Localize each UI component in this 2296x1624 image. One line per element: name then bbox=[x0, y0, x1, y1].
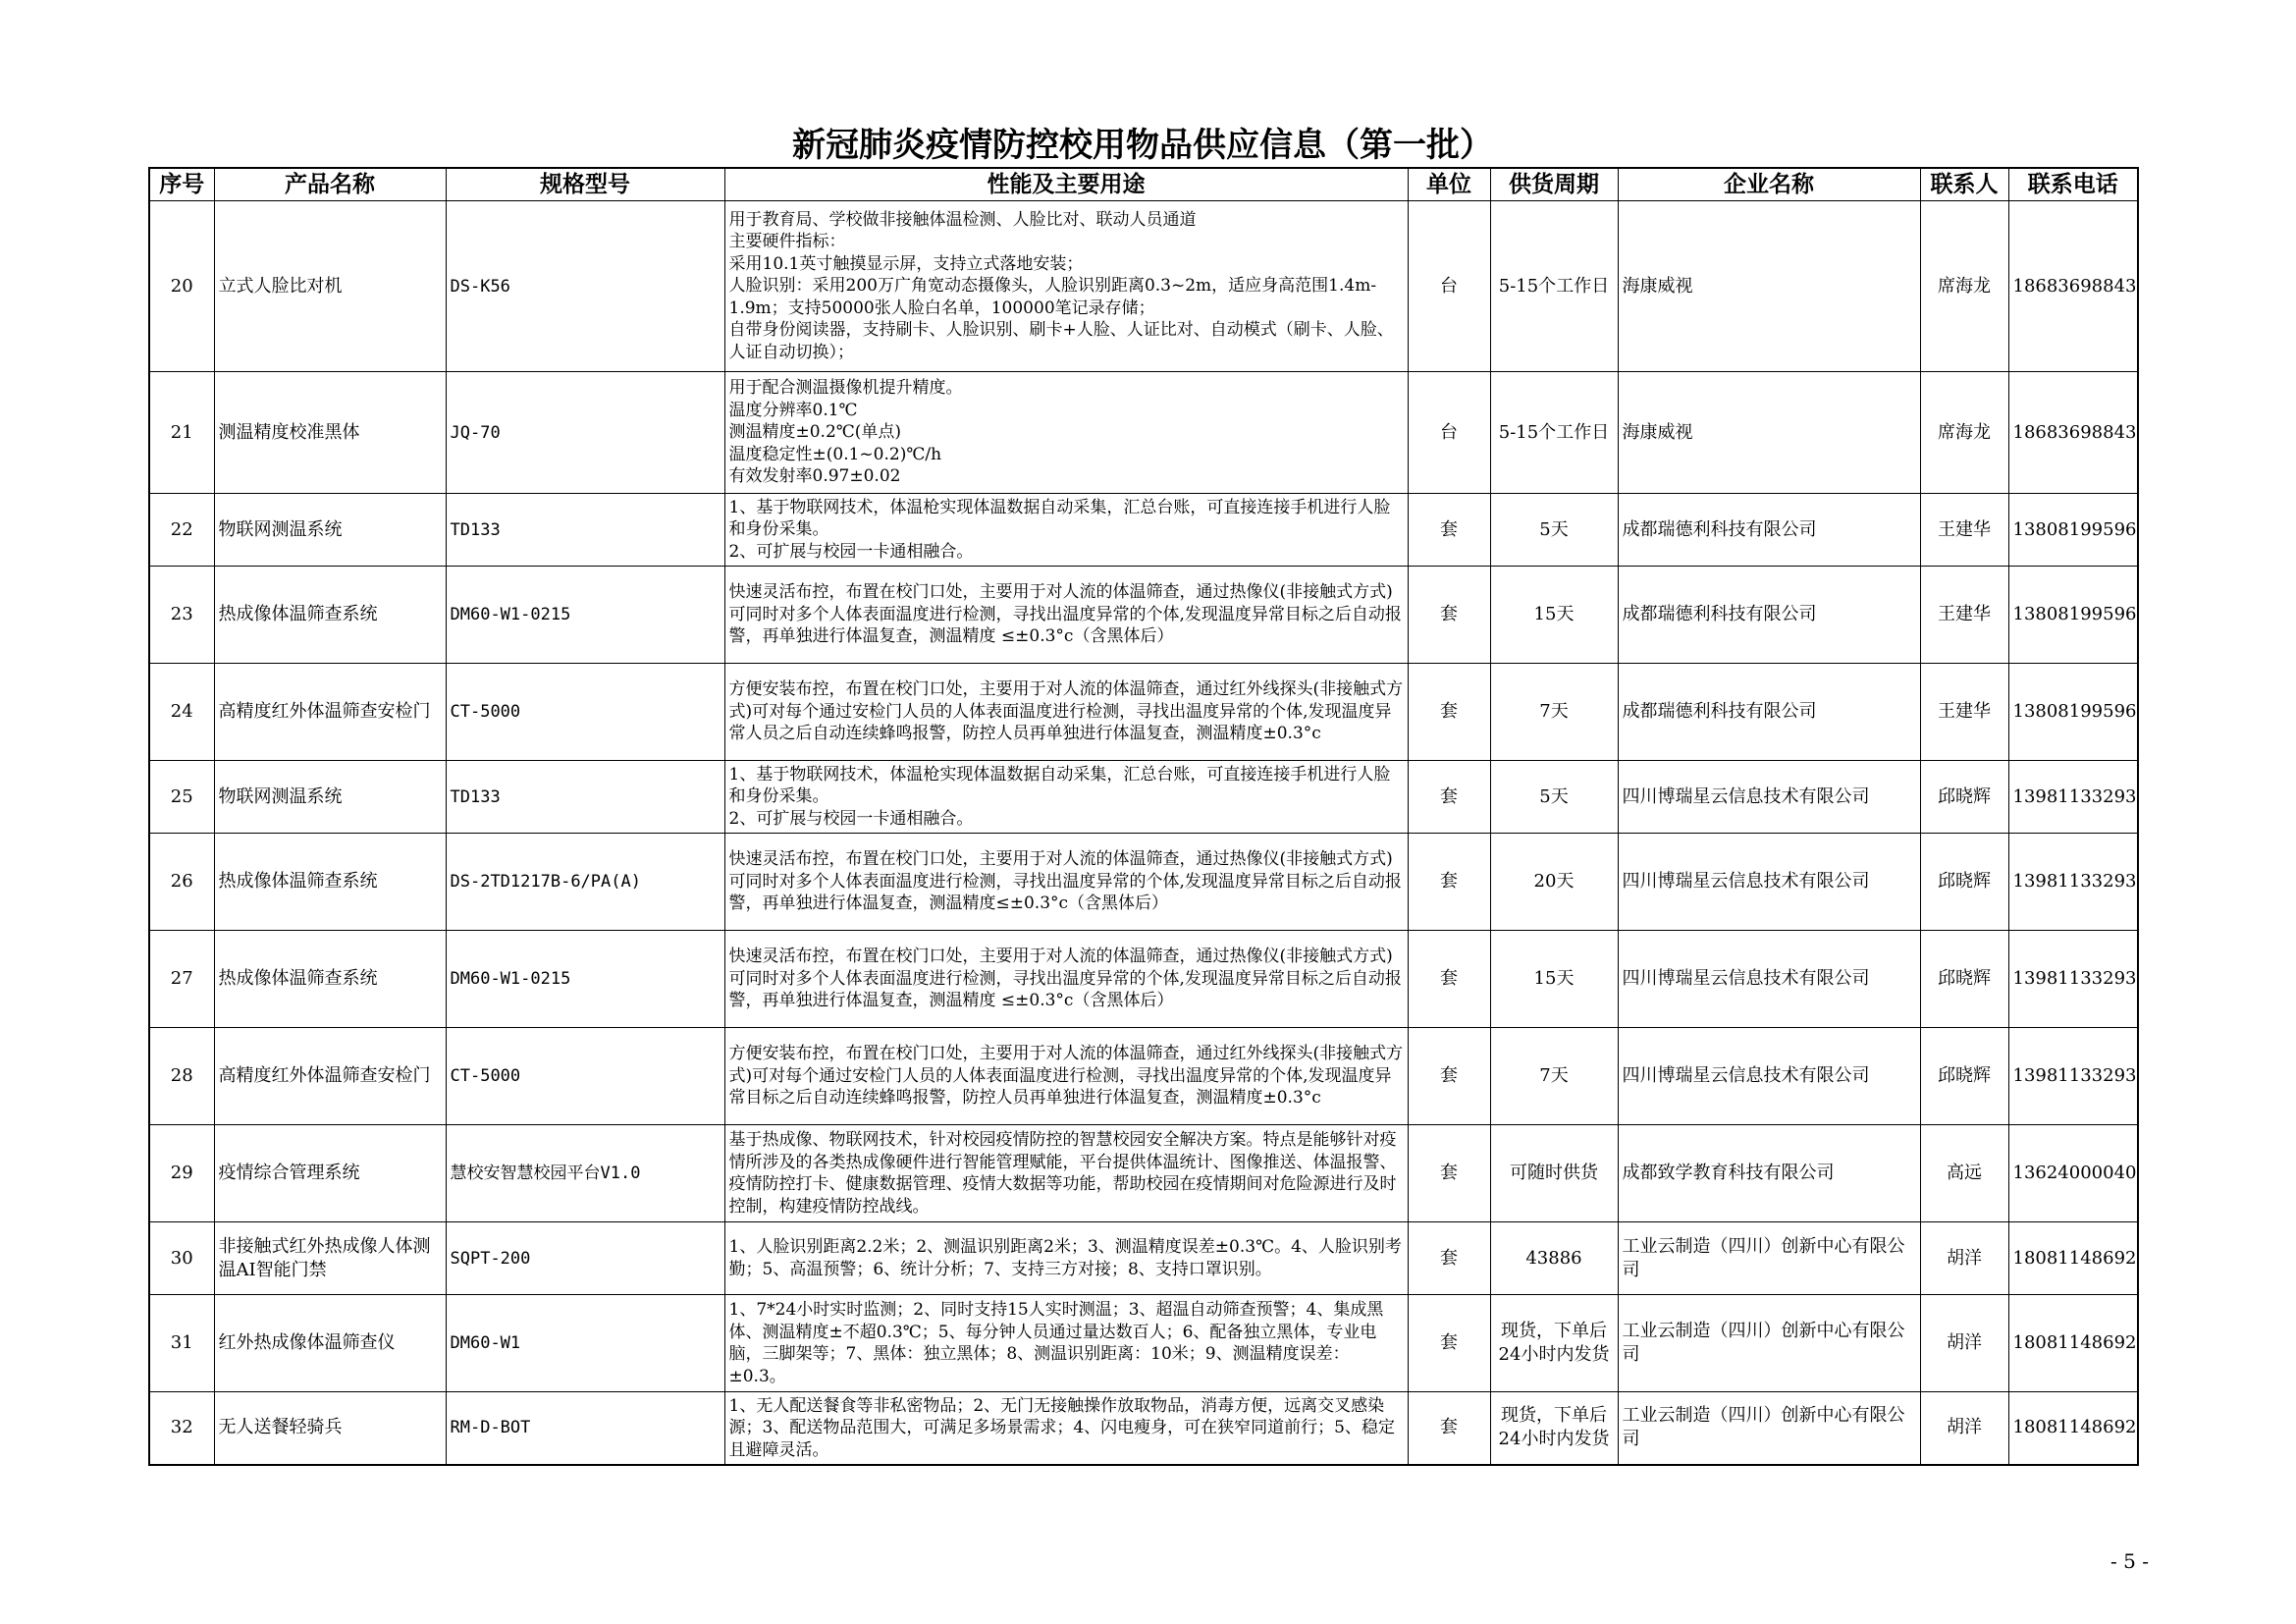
row-supply-period: 可随时供货 bbox=[1490, 1125, 1618, 1222]
table-row bbox=[149, 834, 2138, 931]
row-no: 23 bbox=[149, 567, 214, 664]
description-line: 用于配合测温摄像机提升精度。 bbox=[728, 378, 963, 399]
row-product-name: 物联网测温系统 bbox=[214, 494, 446, 567]
row-contact: 邱晓辉 bbox=[1920, 1028, 2008, 1125]
row-phone: 13808199596 bbox=[2008, 494, 2138, 567]
header-description: 性能及主要用途 bbox=[724, 168, 1408, 201]
row-contact: 王建华 bbox=[1920, 494, 2008, 567]
row-description bbox=[724, 201, 1408, 372]
description-line: 快速灵活布控，布置在校门口处，主要用于对人流的体温筛查，通过热像仪(非接触式方式)可同时对多个人体表面温度进行检测，寻找出温度异常的个体,发现温度异常目标之后自动报警，再单独进行体温复查，测温精度≤±0.3°c（含黑体后） bbox=[728, 849, 1402, 914]
row-phone: 18683698843 bbox=[2008, 372, 2138, 494]
description-line: 1、无人配送餐食等非私密物品；2、无门无接触操作放取物品，消毒方便，远离交叉感染源；3、配送物品范围大，可满足多场景需求；4、闪电瘦身，可在狭窄同道前行；5、稳定且避障灵活。 bbox=[728, 1395, 1395, 1460]
row-unit: 套 bbox=[1408, 567, 1490, 664]
row-supply-period: 5-15个工作日 bbox=[1490, 372, 1618, 494]
row-company: 成都瑞德利科技有限公司 bbox=[1618, 494, 1920, 567]
row-phone: 18683698843 bbox=[2008, 201, 2138, 372]
description-line: 快速灵活布控，布置在校门口处，主要用于对人流的体温筛查，通过热像仪(非接触式方式)可同时对多个人体表面温度进行检测，寻找出温度异常的个体,发现温度异常目标之后自动报警，再单独进行体温复查，测温精度 ≤±0.3°c（含黑体后） bbox=[728, 582, 1402, 647]
row-contact: 席海龙 bbox=[1920, 201, 2008, 372]
row-description bbox=[724, 1392, 1408, 1465]
row-unit: 套 bbox=[1408, 494, 1490, 567]
row-supply-period: 15天 bbox=[1490, 931, 1618, 1028]
row-unit: 套 bbox=[1408, 761, 1490, 834]
row-supply-period: 5天 bbox=[1490, 761, 1618, 834]
row-no: 27 bbox=[149, 931, 214, 1028]
description-line: 方便安装布控，布置在校门口处，主要用于对人流的体温筛查，通过红外线探头(非接触式方式)可对每个通过安检门人员的人体表面温度进行检测，寻找出温度异常的个体,发现温度异常人员之后自动连续蜂鸣报警，防控人员再单独进行体温复查，测温精度±0.3°c bbox=[728, 679, 1404, 744]
row-supply-period: 43886 bbox=[1490, 1222, 1618, 1295]
row-contact: 邱晓辉 bbox=[1920, 761, 2008, 834]
row-no: 21 bbox=[149, 372, 214, 494]
row-model: TD133 bbox=[446, 761, 724, 834]
header-supply-period: 供货周期 bbox=[1490, 168, 1618, 201]
row-product-name: 疫情综合管理系统 bbox=[214, 1125, 446, 1222]
description-line: 测温精度±0.2℃(单点) bbox=[728, 422, 902, 443]
row-product-name: 热成像体温筛查系统 bbox=[214, 931, 446, 1028]
row-product-name: 立式人脸比对机 bbox=[214, 201, 446, 372]
row-description bbox=[724, 834, 1408, 931]
row-phone: 13808199596 bbox=[2008, 664, 2138, 761]
description-line: 有效发射率0.97±0.02 bbox=[728, 466, 901, 487]
description-line: 自带身份阅读器，支持刷卡、人脸识别、刷卡+人脸、人证比对、自动模式（刷卡、人脸、人证自动切换）； bbox=[728, 320, 1394, 362]
row-no: 32 bbox=[149, 1392, 214, 1465]
row-supply-period: 7天 bbox=[1490, 664, 1618, 761]
description-line: 采用10.1英寸触摸显示屏，支持立式落地安装； bbox=[728, 253, 1084, 274]
table-row bbox=[149, 761, 2138, 834]
table-row bbox=[149, 494, 2138, 567]
row-description bbox=[724, 1125, 1408, 1222]
row-model: DS-K56 bbox=[446, 201, 724, 372]
row-contact: 胡洋 bbox=[1920, 1392, 2008, 1465]
page-number: - 5 - bbox=[2110, 1549, 2149, 1573]
description-line: 1、人脸识别距离2.2米；2、测温识别距离2米；3、测温精度误差±0.3℃。4、人脸识别考勤；5、高温预警；6、统计分析；7、支持三方对接；8、支持口罩识别。 bbox=[728, 1237, 1402, 1279]
row-supply-period: 现货，下单后24小时内发货 bbox=[1490, 1295, 1618, 1392]
row-product-name: 无人送餐轻骑兵 bbox=[214, 1392, 446, 1465]
table-row bbox=[149, 372, 2138, 494]
row-unit: 套 bbox=[1408, 1392, 1490, 1465]
document-title: 新冠肺炎疫情防控校用物品供应信息（第一批） bbox=[792, 126, 1493, 165]
row-unit: 台 bbox=[1408, 372, 1490, 494]
row-contact: 王建华 bbox=[1920, 567, 2008, 664]
row-supply-period: 5天 bbox=[1490, 494, 1618, 567]
row-phone: 18081148692 bbox=[2008, 1392, 2138, 1465]
row-unit: 台 bbox=[1408, 201, 1490, 372]
table-row bbox=[149, 1028, 2138, 1125]
row-model: DM60-W1 bbox=[446, 1295, 724, 1392]
table-row bbox=[149, 567, 2138, 664]
table-row bbox=[149, 1125, 2138, 1222]
row-contact: 胡洋 bbox=[1920, 1295, 2008, 1392]
row-supply-period: 20天 bbox=[1490, 834, 1618, 931]
row-no: 30 bbox=[149, 1222, 214, 1295]
row-company: 海康威视 bbox=[1618, 201, 1920, 372]
row-model: CT-5000 bbox=[446, 1028, 724, 1125]
row-phone: 13624000040 bbox=[2008, 1125, 2138, 1222]
table-row bbox=[149, 1295, 2138, 1392]
row-company: 四川博瑞星云信息技术有限公司 bbox=[1618, 834, 1920, 931]
header-contact: 联系人 bbox=[1920, 168, 2008, 201]
row-model: JQ-70 bbox=[446, 372, 724, 494]
supply-table bbox=[148, 167, 2139, 1466]
row-description bbox=[724, 1295, 1408, 1392]
header-phone: 联系电话 bbox=[2008, 168, 2138, 201]
row-description bbox=[724, 1028, 1408, 1125]
header-company: 企业名称 bbox=[1618, 168, 1920, 201]
table-row bbox=[149, 931, 2138, 1028]
row-company: 四川博瑞星云信息技术有限公司 bbox=[1618, 761, 1920, 834]
description-line: 1、7*24小时实时监测；2、同时支持15人实时测温；3、超温自动筛查预警；4、集成黑体、测温精度±不超0.3℃；5、每分钟人员通过量达数百人；6、配备独立黑体，专业电脑，三脚架等；7、黑体：独立黑体；8、测温识别距离：10米；9、测温精度误差：±0.3。 bbox=[728, 1300, 1384, 1386]
row-model: RM-D-BOT bbox=[446, 1392, 724, 1465]
row-phone: 13981133293 bbox=[2008, 834, 2138, 931]
description-line: 1、基于物联网技术，体温枪实现体温数据自动采集，汇总台账，可直接连接手机进行人脸和身份采集。 bbox=[728, 497, 1391, 540]
row-unit: 套 bbox=[1408, 664, 1490, 761]
description-line: 人脸识别：采用200万广角宽动态摄像头，人脸识别距离0.3~2m，适应身高范围1.4m-1.9m；支持50000张人脸白名单，100000笔记录存储； bbox=[728, 276, 1377, 318]
row-description bbox=[724, 1222, 1408, 1295]
table-row bbox=[149, 1392, 2138, 1465]
header-no: 序号 bbox=[149, 168, 214, 201]
row-no: 31 bbox=[149, 1295, 214, 1392]
row-no: 24 bbox=[149, 664, 214, 761]
table-row bbox=[149, 664, 2138, 761]
row-model: DM60-W1-0215 bbox=[446, 567, 724, 664]
row-supply-period: 现货，下单后24小时内发货 bbox=[1490, 1392, 1618, 1465]
row-company: 成都瑞德利科技有限公司 bbox=[1618, 567, 1920, 664]
row-model: 慧校安智慧校园平台V1.0 bbox=[446, 1125, 724, 1222]
row-model: CT-5000 bbox=[446, 664, 724, 761]
row-description bbox=[724, 761, 1408, 834]
row-phone: 18081148692 bbox=[2008, 1222, 2138, 1295]
row-unit: 套 bbox=[1408, 834, 1490, 931]
row-company: 工业云制造（四川）创新中心有限公司 bbox=[1618, 1295, 1920, 1392]
row-product-name: 非接触式红外热成像人体测温AI智能门禁 bbox=[214, 1222, 446, 1295]
row-phone: 13981133293 bbox=[2008, 761, 2138, 834]
description-line: 温度稳定性±(0.1~0.2)℃/h bbox=[728, 444, 942, 464]
table-row bbox=[149, 1222, 2138, 1295]
row-supply-period: 7天 bbox=[1490, 1028, 1618, 1125]
row-phone: 13981133293 bbox=[2008, 931, 2138, 1028]
row-company: 海康威视 bbox=[1618, 372, 1920, 494]
table-row bbox=[149, 201, 2138, 372]
description-line: 2、可扩展与校园一卡通相融合。 bbox=[728, 808, 974, 829]
row-company: 成都瑞德利科技有限公司 bbox=[1618, 664, 1920, 761]
description-line: 方便安装布控，布置在校门口处，主要用于对人流的体温筛查，通过红外线探头(非接触式方式)可对每个通过安检门人员的人体表面温度进行检测，寻找出温度异常的个体,发现温度异常目标之后自动连续蜂鸣报警，防控人员再单独进行体温复查，测温精度±0.3°c bbox=[728, 1044, 1404, 1109]
row-company: 四川博瑞星云信息技术有限公司 bbox=[1618, 931, 1920, 1028]
row-unit: 套 bbox=[1408, 1222, 1490, 1295]
row-company: 工业云制造（四川）创新中心有限公司 bbox=[1618, 1392, 1920, 1465]
row-contact: 胡洋 bbox=[1920, 1222, 2008, 1295]
row-product-name: 物联网测温系统 bbox=[214, 761, 446, 834]
row-contact: 席海龙 bbox=[1920, 372, 2008, 494]
row-unit: 套 bbox=[1408, 1125, 1490, 1222]
row-product-name: 红外热成像体温筛查仪 bbox=[214, 1295, 446, 1392]
description-line: 温度分辨率0.1℃ bbox=[728, 400, 858, 420]
header-product-name: 产品名称 bbox=[214, 168, 446, 201]
description-line: 基于热成像、物联网技术，针对校园疫情防控的智慧校园安全解决方案。特点是能够针对疫情所涉及的各类热成像硬件进行智能管理赋能，平台提供体温统计、图像推送、体温报警、疫情防控打卡、健康数据管理、疫情大数据等功能，帮助校园在疫情期间对危险源进行及时控制，构建疫情防控战线。 bbox=[728, 1130, 1397, 1217]
row-unit: 套 bbox=[1408, 1028, 1490, 1125]
header-model: 规格型号 bbox=[446, 168, 724, 201]
row-contact: 高远 bbox=[1920, 1125, 2008, 1222]
description-line: 1、基于物联网技术，体温枪实现体温数据自动采集，汇总台账，可直接连接手机进行人脸和身份采集。 bbox=[728, 764, 1391, 807]
description-line: 2、可扩展与校园一卡通相融合。 bbox=[728, 541, 974, 562]
row-description bbox=[724, 931, 1408, 1028]
row-unit: 套 bbox=[1408, 1295, 1490, 1392]
row-description bbox=[724, 664, 1408, 761]
row-supply-period: 5-15个工作日 bbox=[1490, 201, 1618, 372]
row-product-name: 热成像体温筛查系统 bbox=[214, 567, 446, 664]
row-description bbox=[724, 372, 1408, 494]
description-line: 主要硬件指标： bbox=[728, 232, 846, 252]
row-contact: 邱晓辉 bbox=[1920, 931, 2008, 1028]
row-no: 29 bbox=[149, 1125, 214, 1222]
row-description bbox=[724, 494, 1408, 567]
header-unit: 单位 bbox=[1408, 168, 1490, 201]
row-contact: 王建华 bbox=[1920, 664, 2008, 761]
row-model: DM60-W1-0215 bbox=[446, 931, 724, 1028]
row-company: 成都致学教育科技有限公司 bbox=[1618, 1125, 1920, 1222]
row-model: SQPT-200 bbox=[446, 1222, 724, 1295]
row-company: 四川博瑞星云信息技术有限公司 bbox=[1618, 1028, 1920, 1125]
row-description bbox=[724, 567, 1408, 664]
row-supply-period: 15天 bbox=[1490, 567, 1618, 664]
row-unit: 套 bbox=[1408, 931, 1490, 1028]
row-product-name: 高精度红外体温筛查安检门 bbox=[214, 1028, 446, 1125]
row-no: 28 bbox=[149, 1028, 214, 1125]
row-company: 工业云制造（四川）创新中心有限公司 bbox=[1618, 1222, 1920, 1295]
row-phone: 13808199596 bbox=[2008, 567, 2138, 664]
description-line: 用于教育局、学校做非接触体温检测、人脸比对、联动人员通道 bbox=[728, 209, 1197, 230]
row-phone: 13981133293 bbox=[2008, 1028, 2138, 1125]
row-contact: 邱晓辉 bbox=[1920, 834, 2008, 931]
row-no: 20 bbox=[149, 201, 214, 372]
row-model: TD133 bbox=[446, 494, 724, 567]
row-product-name: 测温精度校准黑体 bbox=[214, 372, 446, 494]
row-no: 26 bbox=[149, 834, 214, 931]
row-no: 25 bbox=[149, 761, 214, 834]
row-product-name: 热成像体温筛查系统 bbox=[214, 834, 446, 931]
row-no: 22 bbox=[149, 494, 214, 567]
row-model: DS-2TD1217B-6/PA(A) bbox=[446, 834, 724, 931]
row-product-name: 高精度红外体温筛查安检门 bbox=[214, 664, 446, 761]
table-header-row bbox=[149, 168, 2138, 201]
row-phone: 18081148692 bbox=[2008, 1295, 2138, 1392]
description-line: 快速灵活布控，布置在校门口处，主要用于对人流的体温筛查，通过热像仪(非接触式方式)可同时对多个人体表面温度进行检测，寻找出温度异常的个体,发现温度异常目标之后自动报警，再单独进行体温复查，测温精度 ≤±0.3°c（含黑体后） bbox=[728, 947, 1402, 1011]
